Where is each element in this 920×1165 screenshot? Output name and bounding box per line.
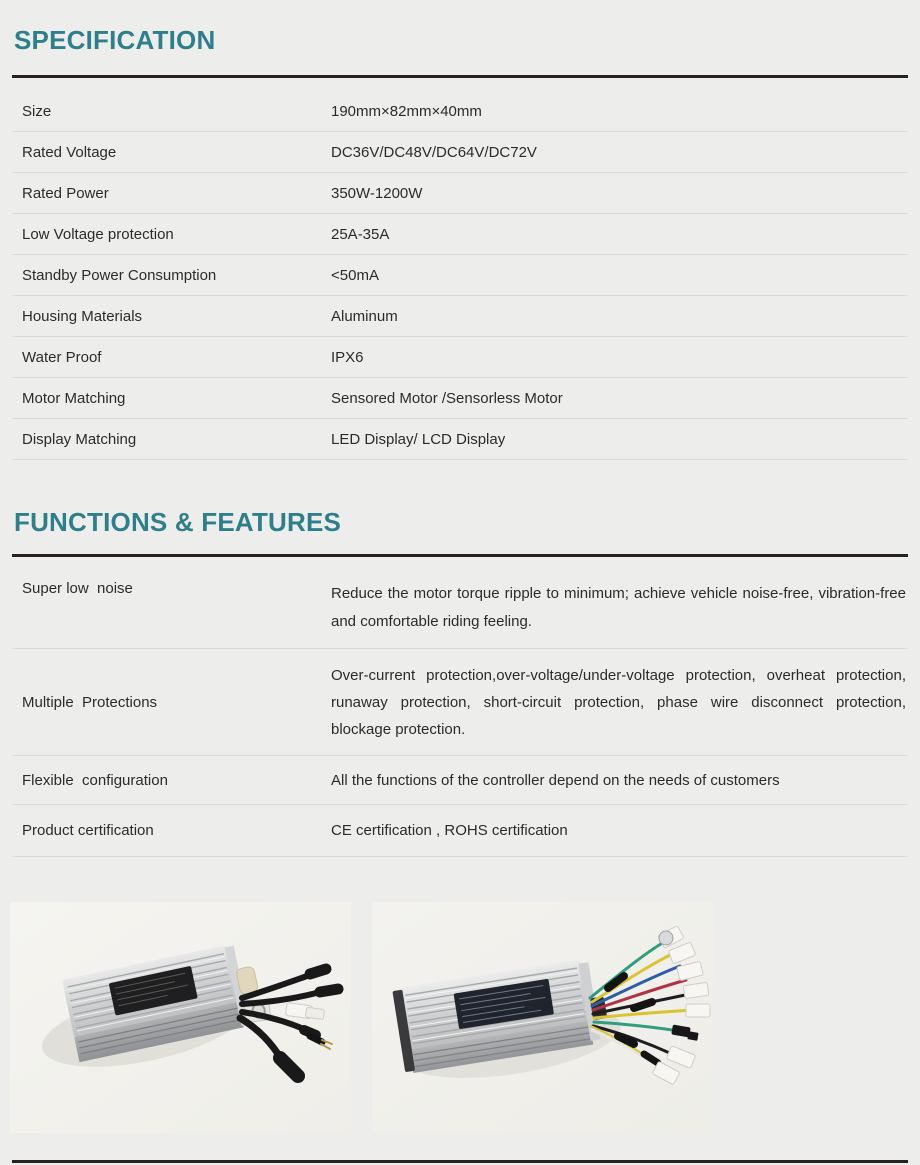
spec-label: Housing Materials [22, 307, 143, 325]
spec-row [12, 419, 908, 460]
spec-row [12, 337, 908, 378]
feature-row [12, 805, 908, 857]
feature-row [12, 557, 908, 649]
spec-value: LED Display/ LCD Display [331, 430, 506, 448]
spec-label: Motor Matching [22, 389, 126, 407]
product-photo-controller-black-cables [10, 902, 351, 1133]
spec-label: Rated Voltage [22, 143, 117, 161]
spec-label: Water Proof [22, 348, 102, 366]
spec-row [12, 255, 908, 296]
feature-value: CE certification , ROHS certification [331, 822, 568, 839]
spec-label: Standby Power Consumption [22, 266, 217, 284]
spec-label: Rated Power [22, 184, 109, 202]
spec-value: IPX6 [331, 348, 364, 366]
product-photos [10, 902, 908, 1133]
feature-label: Super low noise [22, 580, 133, 597]
spec-label: Display Matching [22, 430, 137, 448]
spec-value: Aluminum [331, 307, 398, 325]
spec-row [12, 214, 908, 255]
spec-value: 25A-35A [331, 225, 390, 243]
spec-label: Low Voltage protection [22, 225, 174, 243]
spec-value: 350W-1200W [331, 184, 423, 202]
feature-value: Over-current protection,over-voltage/under-voltage protection, overheat protection, runaway protection, short-circuit protection, phase wire disconnect protection, blockage protection. [331, 666, 906, 738]
page [12, 0, 908, 1163]
spec-value: Sensored Motor /Sensorless Motor [331, 389, 563, 407]
functions-features-title: FUNCTIONS & FEATURES [14, 507, 342, 537]
feature-value: Reduce the motor torque ripple to minimum; achieve vehicle noise-free, vibration-free and comfortable riding feeling. [331, 585, 906, 630]
spec-row [12, 173, 908, 214]
controller-black-cables-image [10, 902, 351, 1133]
specification-table [12, 78, 908, 460]
spec-row [12, 378, 908, 419]
feature-row [12, 756, 908, 805]
controller-colorful-wires-image [372, 902, 713, 1133]
feature-row [12, 649, 908, 756]
product-photo-controller-colorful-wires [372, 902, 713, 1133]
specification-title: SPECIFICATION [14, 25, 216, 55]
section-divider-bottom [12, 1160, 908, 1163]
spec-label: Size [22, 102, 52, 120]
feature-value: All the functions of the controller depend on the needs of customers [331, 771, 780, 789]
spec-value: <50mA [331, 266, 379, 284]
spec-value: 190mm×82mm×40mm [331, 102, 482, 120]
spec-row [12, 296, 908, 337]
feature-label: Flexible configuration [22, 771, 168, 789]
feature-label: Multiple Protections [22, 693, 158, 711]
spec-value: DC36V/DC48V/DC64V/DC72V [331, 143, 537, 161]
spec-row [12, 132, 908, 173]
feature-label: Product certification [22, 822, 154, 839]
spec-row [12, 91, 908, 132]
functions-features-table [12, 557, 908, 857]
